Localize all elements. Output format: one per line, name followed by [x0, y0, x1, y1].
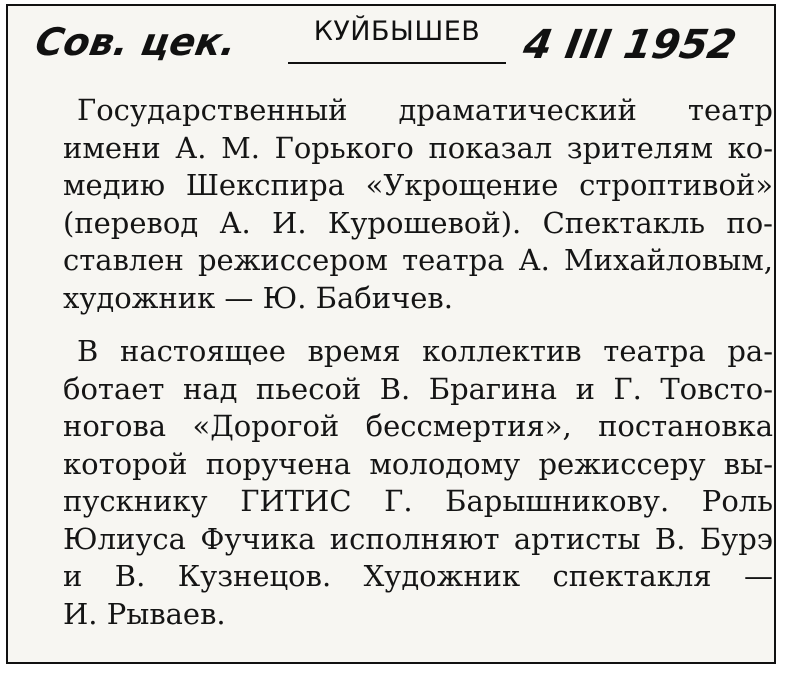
text-line: ботает над пьесой В. Брагина и Г. Товсто- — [63, 371, 773, 406]
text-line: В настоящее время коллектив театра ра- — [77, 334, 773, 368]
city-heading: КУЙБЫШЕВ — [313, 16, 481, 47]
text-line: ногова «Дорогой бессмертия», постановка — [63, 409, 773, 443]
handwritten-date-note: 4 III 1952 — [519, 22, 740, 68]
text-line: Юлиуса Фучика исполняют артисты В. Бурэ — [63, 521, 773, 556]
text-line: И. Рываев. — [63, 596, 226, 631]
paragraph-1 — [63, 92, 773, 317]
heading-underline — [288, 62, 506, 64]
text-line: художник — Ю. Бабичев. — [63, 280, 453, 315]
text-line: и В. Кузнецов. Художник спектакля — — [63, 559, 773, 593]
paragraph-gap — [63, 317, 773, 333]
article-body — [63, 92, 773, 633]
text-line: (перевод А. И. Курошевой). Спектакль по- — [63, 205, 773, 240]
text-line: Государственный драматический театр — [77, 93, 773, 127]
text-line: которой поручена молодому режиссеру вы- — [63, 446, 773, 481]
newspaper-clipping — [6, 4, 776, 664]
text-line: медию Шекспира «Укрощение строптивой» — [63, 168, 773, 202]
handwritten-source-note: Сов. цек. — [32, 20, 240, 64]
paragraph-2 — [63, 333, 773, 633]
text-line: пускнику ГИТИС Г. Барышникову. Роль — [63, 484, 773, 518]
text-line: ставлен режиссером театра А. Михайловым, — [63, 243, 773, 277]
text-line: имени А. М. Горького показал зрителям ко- — [63, 130, 773, 165]
